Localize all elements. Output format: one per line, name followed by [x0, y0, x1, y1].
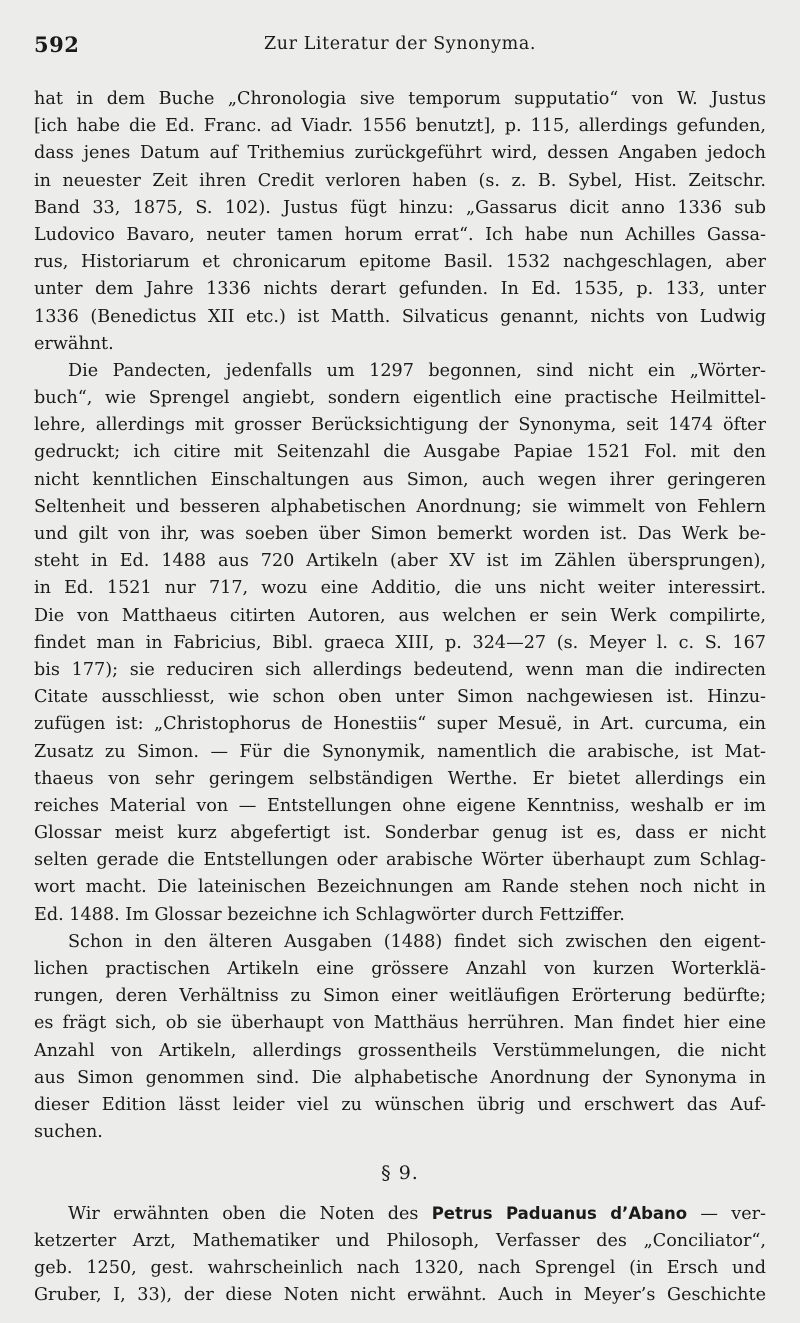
text-line: erwähnt. — [34, 333, 114, 354]
text-line: dieser Edition lässt leider viel zu wünschen übrig und erschwert das Auf- — [34, 1094, 766, 1115]
text-line: rungen, deren Verhältniss zu Simon einer weitläufigen Erörterung bedürfte; — [34, 986, 766, 1007]
inline-text: Wir erwähnten oben die Noten des — [68, 1204, 432, 1225]
inline-text: — ver- — [687, 1204, 766, 1225]
text-line: thaeus von sehr geringem selbständigen Werthe. Er bietet allerdings ein — [34, 768, 766, 789]
text-line: ketzerter Arzt, Mathematiker und Philosoph, Verfasser des „Conciliator“, — [34, 1230, 766, 1251]
text-line: Zusatz zu Simon. — Für die Synonymik, namentlich die arabische, ist Mat- — [34, 741, 766, 762]
text-line: nicht kenntlichen Einschaltungen aus Simon, auch wegen ihrer geringeren — [34, 469, 766, 490]
text-line: Seltenheit und besseren alphabetischen Anordnung; sie wimmelt von Fehlern — [34, 496, 766, 517]
text-line: wort macht. Die lateinischen Bezeichnungen am Rande stehen noch nicht in — [34, 877, 766, 898]
text-line: Anzahl von Artikeln, allerdings grossentheils Verstümmelungen, die nicht — [34, 1040, 766, 1061]
text-line: in neuester Zeit ihren Credit verloren haben (s. z. B. Sybel, Hist. Zeitschr. — [34, 170, 766, 191]
text-line: hat in dem Buche „Chronologia sive temporum supputatio“ von W. Justus — [34, 89, 766, 109]
bold-person-name: Petrus Paduanus d’Abano — [431, 1204, 688, 1224]
text-line: Glossar meist kurz abgefertigt ist. Sonderbar genug ist es, dass er nicht — [34, 823, 766, 844]
text-line: bis 177); sie reduciren sich allerdings bedeutend, wenn man die indirecten — [34, 659, 766, 680]
text-line: findet man in Fabricius, Bibl. graeca XIII, p. 324—27 (s. Meyer l. c. S. 167 — [34, 632, 766, 653]
text-line: dass jenes Datum auf Trithemius zurückgeführt wird, dessen Angaben jedoch — [34, 143, 766, 164]
text-line: Citate ausschliesst, wie schon oben unter Simon nachgewiesen ist. Hinzu- — [34, 687, 766, 708]
paragraph-2 — [34, 358, 766, 929]
text-line: und gilt von ihr, was soeben über Simon bemerkt worden ist. Das Werk be- — [34, 524, 766, 544]
text-line: rus, Historiarum et chronicarum epitome Basil. 1532 nachgeschlagen, aber — [34, 252, 766, 273]
text-line: Gruber, I, 33), der diese Noten nicht erwähnt. Auch in Meyer’s Geschichte — [34, 1284, 766, 1305]
text-line: lehre, allerdings mit grosser Berücksichtigung der Synonyma, seit 1474 öfter — [34, 415, 766, 436]
text-line: suchen. — [34, 1122, 103, 1143]
text-line: 1336 (Benedictus XII etc.) ist Matth. Silvaticus genannt, nichts von Ludwig — [34, 306, 766, 327]
text-line: in Ed. 1521 nur 717, wozu eine Additio, die uns nicht weiter interessirt. — [34, 578, 766, 599]
text-line: selten gerade die Entstellungen oder arabische Wörter überhaupt zum Schlag- — [34, 850, 766, 871]
text-line: [ich habe die Ed. Franc. ad Viadr. 1556 benutzt], p. 115, allerdings gefunden, — [34, 116, 766, 137]
paragraph-4 — [34, 1200, 766, 1309]
text-line: Band 33, 1875, S. 102). Justus fügt hinzu: „Gassarus dicit anno 1336 sub — [34, 197, 766, 218]
text-line: Die Pandecten, jedenfalls um 1297 begonnen, sind nicht ein „Wörter- — [68, 360, 766, 381]
text-line: es frägt sich, ob sie überhaupt von Matthäus herrühren. Man findet hier eine — [34, 1013, 766, 1034]
section-heading: § 9. — [381, 1162, 419, 1185]
text-line: unter dem Jahre 1336 nichts derart gefunden. In Ed. 1535, p. 133, unter — [34, 279, 766, 300]
text-line: geb. 1250, gest. wahrscheinlich nach 1320, nach Sprengel (in Ersch und — [34, 1257, 766, 1278]
text-line: reiches Material von — Entstellungen ohne eigene Kenntniss, weshalb er im — [34, 795, 766, 816]
paragraph-1 — [34, 86, 766, 358]
text-line: lichen practischen Artikeln eine grössere Anzahl von kurzen Worterklä- — [34, 959, 766, 979]
page-body — [34, 86, 766, 1309]
text-line: Die von Matthaeus citirten Autoren, aus welchen er sein Werk compilirte, — [34, 605, 766, 626]
text-line: buch“, wie Sprengel angiebt, sondern eigentlich eine practische Heilmittel- — [34, 388, 766, 409]
page-number: 592 — [34, 32, 80, 57]
text-line: zufügen ist: „Christophorus de Honestiis“ super Mesuë, in Art. curcuma, ein — [34, 714, 766, 735]
text-line: steht in Ed. 1488 aus 720 Artikeln (aber XV ist im Zählen übersprungen), — [34, 551, 766, 572]
text-line: Ludovico Bavaro, neuter tamen horum errat“. Ich habe nun Achilles Gassa- — [34, 224, 766, 245]
page-header — [34, 32, 766, 62]
paragraph-3 — [34, 929, 766, 1147]
text-line-with-bold-name — [34, 1200, 766, 1227]
text-line: Schon in den älteren Ausgaben (1488) findet sich zwischen den eigent- — [68, 931, 766, 952]
text-line: aus Simon genommen sind. Die alphabetische Anordnung der Synonyma in — [34, 1067, 766, 1088]
text-line: gedruckt; ich citire mit Seitenzahl die Ausgabe Papiae 1521 Fol. mit den — [34, 442, 766, 463]
running-title: Zur Literatur der Synonyma. — [263, 34, 537, 54]
text-line: Ed. 1488. Im Glossar bezeichne ich Schlagwörter durch Fettziffer. — [34, 904, 625, 925]
